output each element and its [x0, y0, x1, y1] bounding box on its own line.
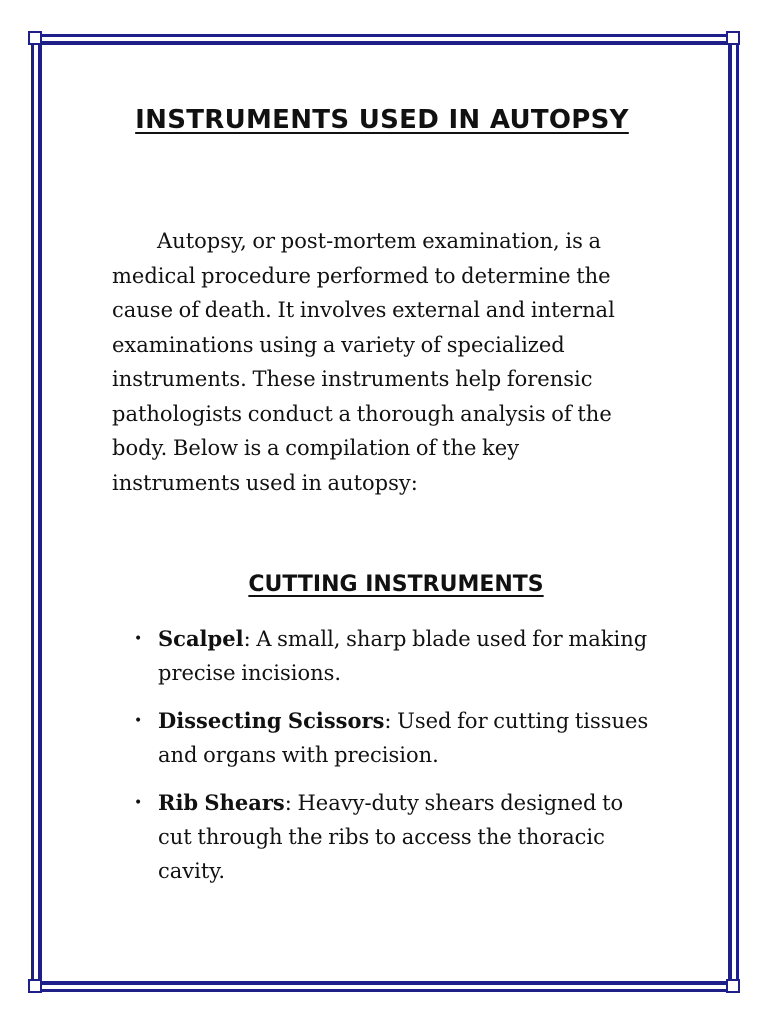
item-term: Rib Shears: [158, 790, 285, 815]
item-term: Dissecting Scissors: [158, 708, 385, 733]
intro-paragraph: Autopsy, or post-mortem examination, is a medical procedure performed to determine the cause of death. It involves external and internal examinations using a variety of specialized instruments. These instruments help forensic pathologists conduct a thorough analysis of the body. Below is a compilation of the key instruments used in autopsy:: [112, 229, 615, 495]
item-description: : Heavy-duty shears designed to cut through the ribs to access the thoracic cavity.: [158, 791, 624, 883]
border-corner-top-right: [726, 31, 740, 45]
border-corner-bottom-right: [726, 979, 740, 993]
list-item-dissecting-scissors: [134, 704, 652, 772]
list-item-scalpel: [134, 622, 652, 690]
item-description: : A small, sharp blade used for making precise incisions.: [158, 627, 648, 685]
page-title: INSTRUMENTS USED IN AUTOPSY: [135, 105, 629, 135]
item-description: : Used for cutting tissues and organs with precision.: [158, 709, 649, 767]
item-term: Scalpel: [158, 626, 244, 651]
list-item-rib-shears: [134, 786, 652, 888]
cutting-instruments-list: [112, 622, 652, 888]
border-corner-top-left: [28, 31, 42, 45]
bullet-icon: •: [134, 713, 143, 729]
border-corner-bottom-left: [28, 979, 42, 993]
section-heading-cutting-instruments: CUTTING INSTRUMENTS: [248, 572, 544, 597]
bullet-icon: •: [134, 795, 143, 811]
document-body: [112, 100, 652, 902]
bullet-icon: •: [134, 631, 143, 647]
